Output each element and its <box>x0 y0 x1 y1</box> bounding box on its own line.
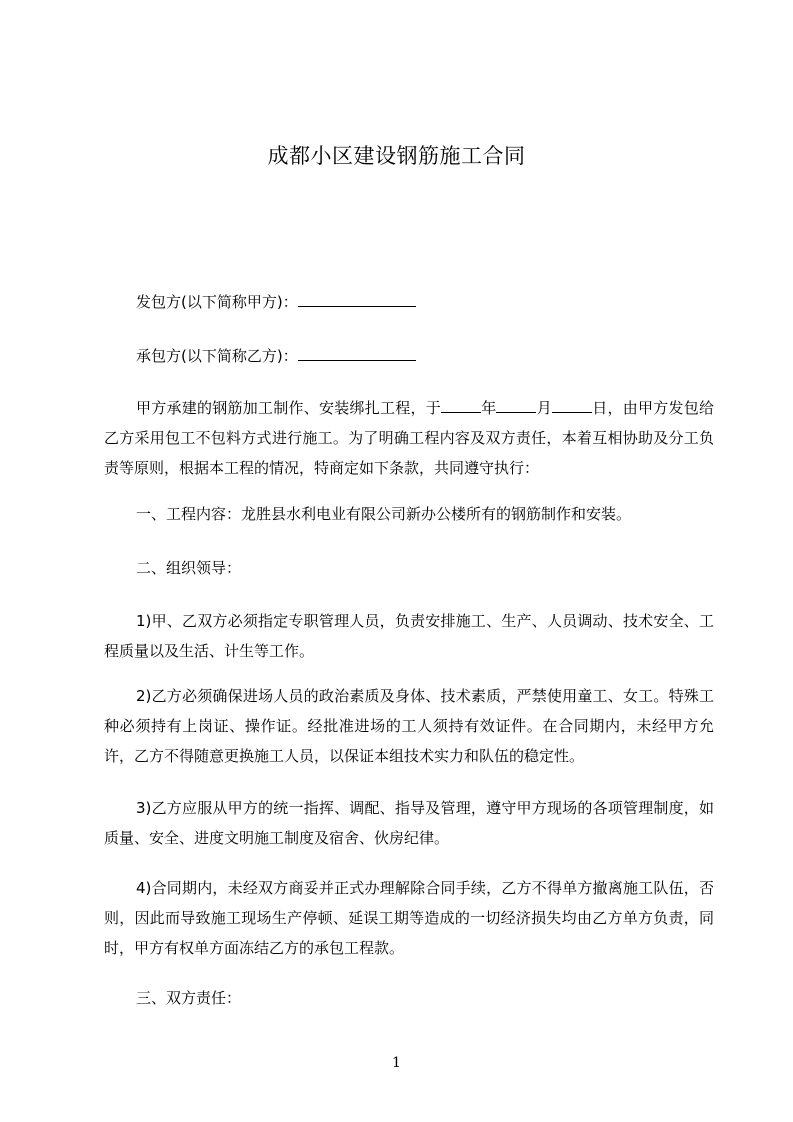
intro-text-1: 甲方承建的钢筋加工制作、安装绑扎工程，于 <box>136 399 441 417</box>
party-a-blank <box>298 292 416 307</box>
year-blank <box>441 398 481 413</box>
month-label: 月 <box>536 399 552 417</box>
party-a-field <box>136 291 416 312</box>
document-title: 成都小区建设钢筋施工合同 <box>267 144 526 168</box>
intro-text-2: 日，由甲方发包给乙方采用包工不包料方式进行施工。为了明确工程内容及双方责任，本着互相协助及分工负责等原则，根据本工程的情况，特商定如下条款，共同遵守执行： <box>104 399 714 477</box>
section-3-heading: 三、双方责任： <box>136 989 242 1007</box>
section-2-item-4: 4)合同期内，未经双方商妥并正式办理解除合同手续，乙方不得单方撤离施工队伍，否则，因此而导致施工现场生产停顿、延误工期等造成的一切经济损失均由乙方单方负责，同时，甲方有权单方面冻结乙方的承包工程款。 <box>104 879 714 957</box>
party-a-label: 发包方(以下简称甲方)： <box>136 293 298 311</box>
month-blank <box>496 398 536 413</box>
party-b-label: 承包方(以下简称乙方)： <box>136 347 298 365</box>
section-2-item-2: 2)乙方必须确保进场人员的政治素质及身体、技术素质，严禁使用童工、女工。特殊工种必须持有上岗证、操作证。经批准进场的工人须持有效证件。在合同期内，未经甲方允许，乙方不得随意更换施工人员，以保证本组技术实力和队伍的稳定性。 <box>104 687 714 765</box>
year-label: 年 <box>480 399 497 417</box>
party-b-blank <box>298 346 416 361</box>
section-2-item-1: 1)甲、乙双方必须指定专职管理人员，负责安排施工、生产、人员调动、技术安全、工程质量以及生活、计生等工作。 <box>104 612 714 660</box>
section-1: 一、工程内容：龙胜县水利电业有限公司新办公楼所有的钢筋制作和安装。 <box>136 505 632 523</box>
day-blank <box>552 398 592 413</box>
page-number: 1 <box>392 1055 401 1071</box>
intro-paragraph <box>104 393 714 483</box>
party-b-field <box>136 345 416 366</box>
section-2-heading: 二、组织领导： <box>136 559 242 577</box>
section-2-item-3: 3)乙方应服从甲方的统一指挥、调配、指导及管理，遵守甲方现场的各项管理制度，如质量、安全、进度文明施工制度及宿舍、伙房纪律。 <box>104 799 714 847</box>
